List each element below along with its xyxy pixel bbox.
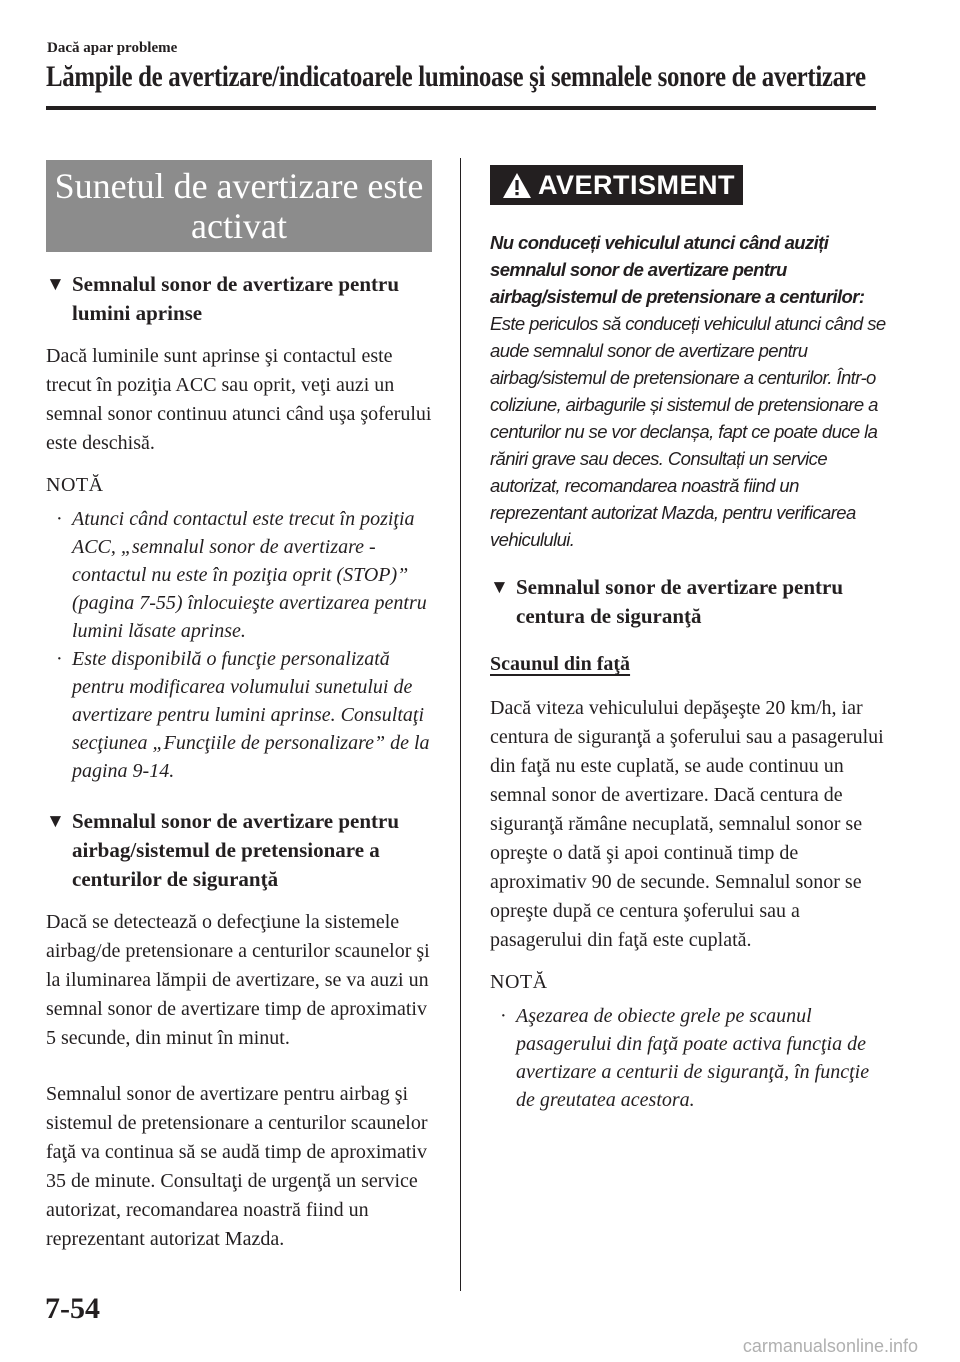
subsection-heading-text: Semnalul sonor de avertizare pentru airbag/sistemul de pretensionare a centurilor de siguranţă [72, 809, 400, 891]
warning-label-text: AVERTISMENT [538, 169, 736, 200]
warning-triangle-icon [502, 172, 532, 199]
note-text: Atunci când contactul este trecut în poziţia ACC, „semnalul sonor de avertizare - contactul nu este în poziţia oprit (STOP)” (pagina 7-55) înlocuieşte avertizarea pentru lumini lăsate aprinse. [72, 508, 427, 642]
paragraph: Dacă viteza vehiculului depăşeşte 20 km/h, iar centura de siguranţă a şoferului sau a pasagerului din faţă nu este cuplată, se aude continuu un semnal sonor de avertizare. Dacă centura de siguranţă rămâne necuplată, semnalul sonor se opreşte o dată şi apoi continuă timp de aproximativ 90 de secunde. Semnalul sonor se opreşte după ce centura şoferului sau a pasagerului din faţă este cuplată. [490, 697, 884, 951]
subsection-heading-text: Semnalul sonor de avertizare pentru centura de siguranţă [516, 575, 844, 628]
triangle-down-icon: ▼ [46, 274, 65, 295]
subsection-heading-lights [46, 270, 436, 328]
warning-body: Este periculos să conduceți vehiculul atunci când se aude semnalul sonor de avertizare pentru airbag/sistemul de pretensionare a centurilor. Într-o coliziune, airbagurile și sistemul de pretensionare a centurilor nu se vor declanșa, fapt ce poate duce la răniri grave sau deces. Consultați un service autorizat, recomandarea noastră ﬁind un reprezentant autorizat Mazda, pentru veriﬁcarea vehiculului. [490, 313, 886, 550]
bullet-icon: · [56, 508, 63, 530]
note-item [490, 1002, 890, 1114]
note-item [46, 645, 436, 785]
note-label: NOTĂ [46, 474, 104, 496]
watermark: carmanualsonline.info [742, 1336, 918, 1356]
page-number: 7-54 [45, 1292, 100, 1325]
right-column [490, 165, 890, 1114]
chapter-title: Lămpile de avertizare/indicatoarele luminoase şi semnalele sonore de avertizare [46, 60, 866, 93]
left-column [46, 160, 436, 1254]
note-label: NOTĂ [490, 971, 548, 993]
subsection-heading-airbag [46, 807, 436, 894]
note-list [490, 1002, 890, 1114]
note-text: Aşezarea de obiecte grele pe scaunul pasagerului din faţă poate activa funcţia de avertizare a centurii de siguranţă, în funcţie de greutatea acestora. [516, 1005, 870, 1111]
header-rule [46, 106, 876, 110]
warning-title: Nu conduceți vehiculul atunci când auziți semnalul sonor de avertizare pentru airbag/sistemul de pretensionare a centurilor: [490, 232, 865, 307]
paragraph: Dacă se detectează o defecţiune la sistemele airbag/de pretensionare a centurilor scaunelor şi la iluminarea lămpii de avertizare, se va auzi un semnal sonor de avertizare timp de aproximativ 5 secunde, din minut în minut. [46, 911, 430, 1049]
triangle-down-icon: ▼ [490, 577, 509, 598]
underlined-subheading: Scaunul din faţă [490, 653, 631, 675]
note-list [46, 505, 436, 785]
note-text: Este disponibilă o funcţie personalizată pentru modificarea volumului sunetului de avertizare pentru lumini aprinse. Consultaţi secţiunea „Funcţiile de personalizare” de la pagina 9-14. [72, 648, 430, 782]
subsection-heading-seatbelt [490, 573, 890, 631]
section-banner: Sunetul de avertizare este activat [46, 160, 432, 252]
running-header: Dacă apar probleme [47, 40, 178, 56]
bullet-icon: · [500, 1005, 507, 1027]
column-divider [460, 158, 461, 1291]
bullet-icon: · [56, 648, 63, 670]
warning-label [490, 165, 743, 205]
triangle-down-icon: ▼ [46, 811, 65, 832]
paragraph: Dacă luminile sunt aprinse şi contactul este trecut în poziţia ACC sau oprit, veţi auzi un semnal sonor continuu atunci când uşa şoferului este deschisă. [46, 345, 432, 454]
subsection-heading-text: Semnalul sonor de avertizare pentru lumini aprinse [72, 272, 400, 325]
paragraph: Semnalul sonor de avertizare pentru airbag şi sistemul de pretensionare a centurilor scaunelor faţă va continua să se audă timp de aproximativ 35 de minute. Consultaţi de urgenţă un service autorizat, recomandarea noastră fiind un reprezentant autorizat Mazda. [46, 1083, 428, 1250]
note-item [46, 505, 436, 645]
